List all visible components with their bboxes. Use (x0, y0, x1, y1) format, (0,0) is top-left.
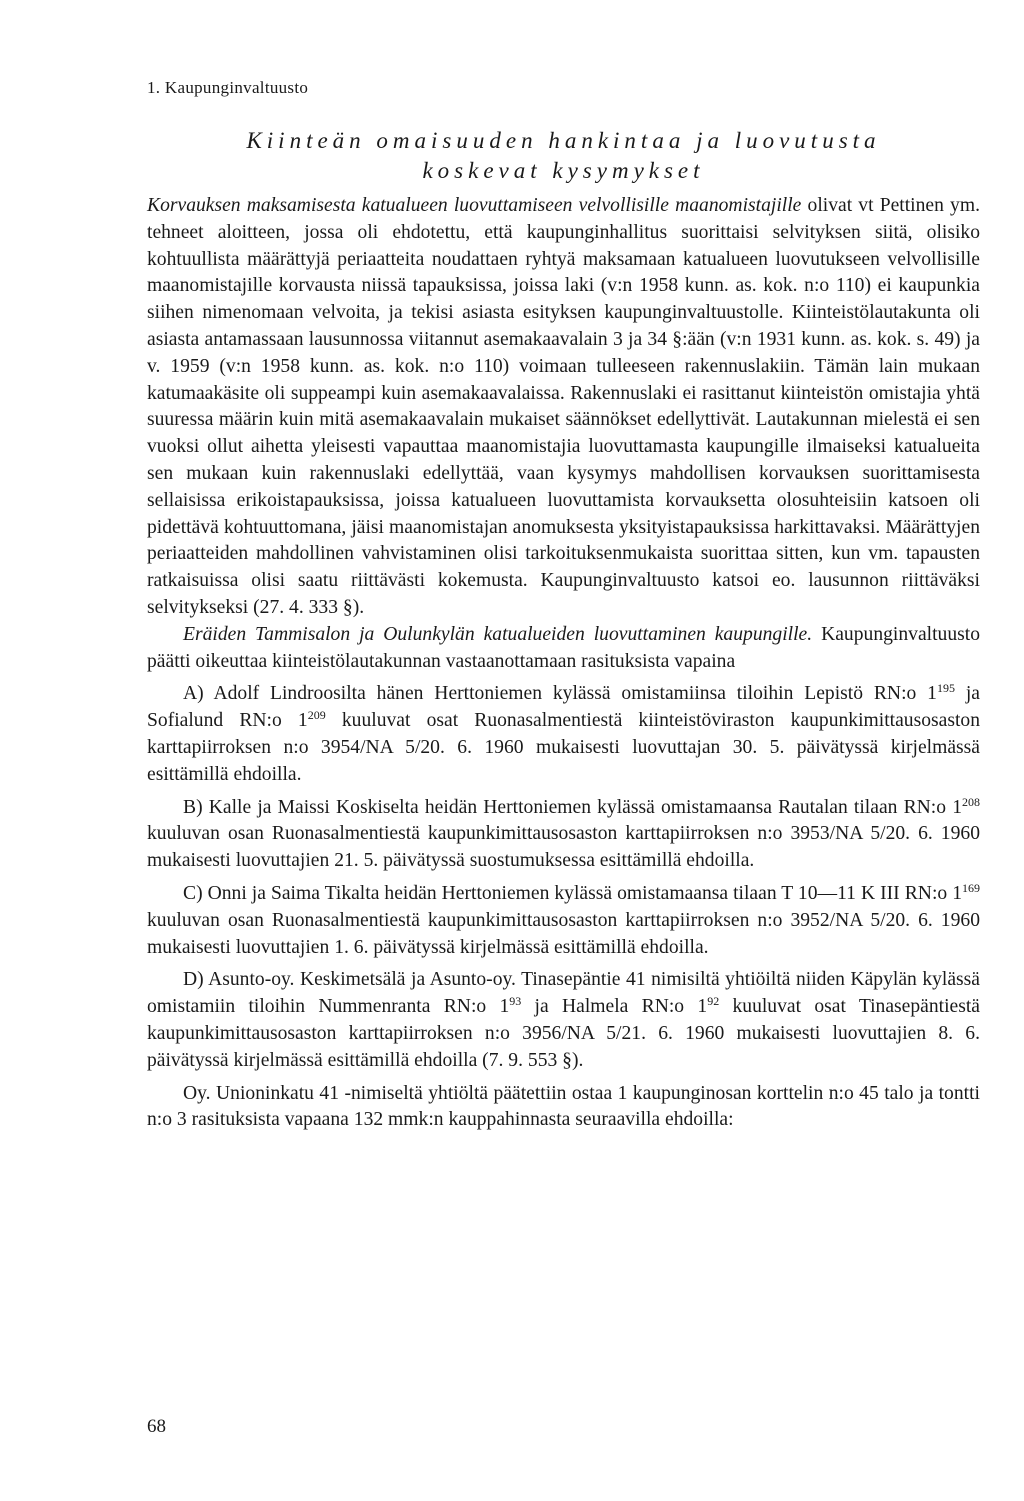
item-c-sup: 169 (962, 880, 980, 895)
paragraph-korvaus (147, 193, 980, 622)
paragraph-unioninkatu: Oy. Unioninkatu 41 -nimiseltä yhtiöltä päätettiin ostaa 1 kaupunginosan korttelin n:o 45 talo ja tontti n:o 3 rasituksista vapaana 132 mmk:n kauppahinnasta seuraavilla ehdoilla: (147, 1082, 980, 1131)
paragraph-korvaus-title: Korvauksen maksamisesta katualueen luovuttamiseen velvollisille maanomistajille (147, 195, 802, 216)
paragraph-katualueet (147, 622, 980, 676)
item-d-text-3: kuuluvat osat Tinasepäntiestä kaupunkimittausosaston karttapiirroksen n:o 3956/NA 5/21. 6. 1960 mukaisesti luovuttajien 8. 6. päivätyssä kirjelmässä esittämillä ehdoilla (7. 9. 553 §). (147, 996, 981, 1071)
item-c-text-1: C) Onni ja Saima Tikalta heidän Herttoniemen kylässä omistamaansa tilaan T 10—11 K III RN:o 1 (183, 882, 962, 904)
item-d-text-1: D) Asunto-oy. Keskimetsälä ja Asunto-oy. Tinasepäntie 41 nimisiltä yhtiöiltä niiden Käpylän kylässä omistamiin tiloihin Nummenranta RN:o 1 (147, 969, 980, 1018)
item-c-text-2: kuuluvan osan Ruonasalmentiestä kaupunkimittausosaston karttapiirroksen n:o 3952/NA 5/20. 6. 1960 mukaisesti luovuttajien 1. 6. päivätyssä kirjelmässä esittämillä ehdoilla. (147, 909, 980, 958)
running-header: 1. Kaupunginvaltuusto (147, 78, 309, 97)
section-title-line2: koskevat kysymykset (422, 158, 705, 183)
item-a-text-2: ja Sofialund RN:o 1 (147, 683, 980, 732)
paragraph-katualueet-title: Eräiden Tammisalon ja Oulunkylän katualueiden luovuttaminen kaupungille. (183, 623, 813, 645)
item-a-text-1: A) Adolf Lindroosilta hänen Herttoniemen kylässä omistamiinsa tiloihin Lepistö RN:o 1 (183, 683, 937, 705)
item-b-sup: 208 (962, 794, 980, 809)
body-text (147, 193, 980, 1134)
item-a-sup-1: 195 (936, 681, 955, 696)
section-title (147, 126, 980, 186)
list-item-c (147, 881, 980, 961)
item-a-sup-2: 209 (307, 708, 326, 723)
item-d-sup-1: 93 (509, 994, 522, 1009)
item-b-text-2: kuuluvan osan Ruonasalmentiestä kaupunkimittausosaston karttapiirroksen n:o 3953/NA 5/20. 6. 1960 mukaisesti luovuttajien 21. 5. päivätyssä suostumuksessa esittämillä ehdoilla. (147, 823, 980, 872)
list-item-b (147, 795, 980, 875)
item-d-text-2: ja Halmela RN:o 1 (521, 996, 708, 1018)
item-d-sup-2: 92 (707, 994, 720, 1009)
item-b-text-1: B) Kalle ja Maissi Koskiselta heidän Herttoniemen kylässä omistamaansa Rautalan tilaan RN:o 1 (183, 796, 962, 818)
paragraph-korvaus-text: olivat vt Pettinen ym. tehneet aloitteen, jossa oli ehdotettu, että kaupunginhallitus suorittaisi selvityksen siitä, olisiko kohtuullista määrättyjä periaatteita noudattaen ryhtyä maksamaan katualueen luovutukseen velvollisille maanomistajille korvausta niissä tapauksissa, joissa laki (v:n 1958 kunn. as. kok. n:o 110) ei kaupunkia siihen nimenomaan velvoita, ja tekisi asiasta esityksen kaupunginvaltuustolle. Kiinteistölautakunta oli asiasta antamassaan lausunnossa viitannut asemakaavalain 3 ja 34 §:ään (v:n 1931 kunn. as. kok. s. 49) ja v. 1959 (v:n 1958 kunn. as. kok. n:o 110) voimaan tulleeseen rakennuslakiin. Tämän lain mukaan katumaakäsite oli suppeampi kuin asemakaavalaissa. Rakennuslaki ei rasittanut kiinteistön omistajia yhtä suuressa määrin kuin mitä asemakaavalain mukaiset säännökset edellyttivät. Lautakunnan mielestä ei sen vuoksi ollut aihetta yleisesti vapauttaa maanomistajia luovuttamasta kaupungille ilmaiseksi katualueita sen mukaan kuin rakennuslaki edellyttää, vaan kysymys mahdollisen korvauksen suorittamisesta sellaisissa erikoistapauksissa, joissa katualueen luovuttamista korvauksetta olosuhteisiin katsoen oli pidettävä kohtuuttomana, jäisi maanomistajan anomuksesta yksityistapauksissa harkittavaksi. Määrättyjen periaatteiden mahdollinen vahvistaminen olisi tarkoituksenmukaista suorittaa sitten, kun vm. tapausten ratkaisuissa olisi saatu riittävästi kokemusta. Kaupunginvaltuusto katsoi eo. lausunnon riittäväksi selvitykseksi (27. 4. 333 §). (147, 195, 980, 618)
section-title-line1: Kiinteän omaisuuden hankintaa ja luovutusta (246, 128, 881, 153)
page-number: 68 (147, 1416, 166, 1437)
item-a-text-3: kuuluvat osat Ruonasalmentiestä kiinteistöviraston kaupunkimittausosaston karttapiirroksen n:o 3954/NA 5/20. 6. 1960 mukaisesti luovuttajan 30. 5. päivätyssä kirjelmässä esittämillä ehdoilla. (147, 710, 980, 785)
list-item-a (147, 681, 980, 788)
paragraph-katualueet-text: Kaupunginvaltuusto päätti oikeuttaa kiinteistölautakunnan vastaanottamaan rasituksista vapaina (147, 623, 980, 672)
list-item-d (147, 967, 980, 1074)
